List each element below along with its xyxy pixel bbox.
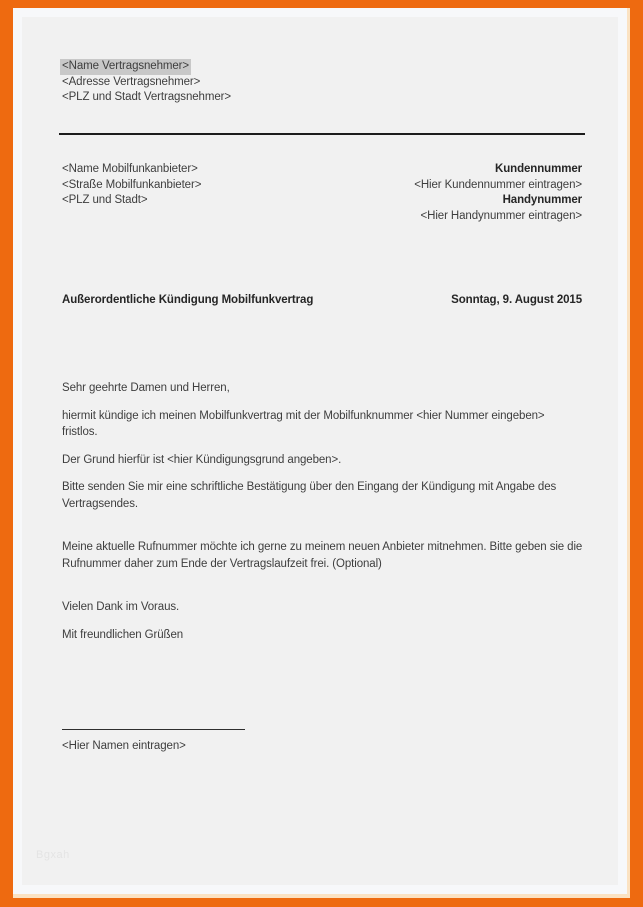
closing-line: Mit freundlichen Grüßen (62, 628, 184, 641)
subject-title: Außerordentliche Kündigung Mobilfunkvertrag (62, 294, 314, 306)
letter-body (62, 380, 583, 654)
sender-name (62, 59, 231, 75)
header-divider (59, 133, 585, 135)
recipient-name: <Name Mobilfunkanbieter> (62, 163, 198, 175)
customer-number-label: Kundennummer (495, 163, 582, 175)
salutation: Sehr geehrte Damen und Herren, (62, 382, 230, 394)
meta-block (414, 162, 582, 224)
letter-date: Sonntag, 9. August 2015 (451, 294, 582, 306)
sender-name-highlight: <Name Vertragsnehmer> (60, 59, 191, 75)
sender-city: <PLZ und Stadt Vertragsnehmer> (62, 91, 231, 103)
phone-number-label: Handynummer (502, 194, 582, 206)
signature-line (62, 729, 245, 730)
signature-name-placeholder: <Hier Namen eintragen> (62, 740, 186, 752)
paragraph-cancellation: hiermit kündige ich meinen Mobilfunkvertrag mit der Mobilfunknummer <hier Nummer eingeben> fristlos. (62, 409, 545, 438)
sender-block (62, 59, 231, 106)
watermark: Bgxah (36, 849, 70, 861)
phone-number-placeholder: <Hier Handynummer eintragen> (420, 209, 582, 222)
recipient-block (62, 162, 201, 209)
customer-number-placeholder: <Hier Kundennummer eintragen> (414, 178, 582, 191)
paragraph-confirmation: Bitte senden Sie mir eine schriftliche Bestätigung über den Eingang der Kündigung mit Angabe des Vertragsendes. (62, 481, 557, 510)
recipient-city: <PLZ und Stadt> (62, 194, 148, 206)
paragraph-number-porting: Meine aktuelle Rufnummer möchte ich gerne zu meinem neuen Anbieter mitnehmen. Bitte geben sie die Rufnummer daher zum Ende der Vertragslaufzeit frei. (Optional) (62, 541, 583, 570)
paragraph-reason: Der Grund hierfür ist <hier Kündigungsgrund angeben>. (62, 453, 342, 466)
thanks-line: Vielen Dank im Voraus. (62, 601, 180, 613)
recipient-street: <Straße Mobilfunkanbieter> (62, 178, 202, 191)
sender-address: <Adresse Vertragsnehmer> (62, 75, 201, 88)
